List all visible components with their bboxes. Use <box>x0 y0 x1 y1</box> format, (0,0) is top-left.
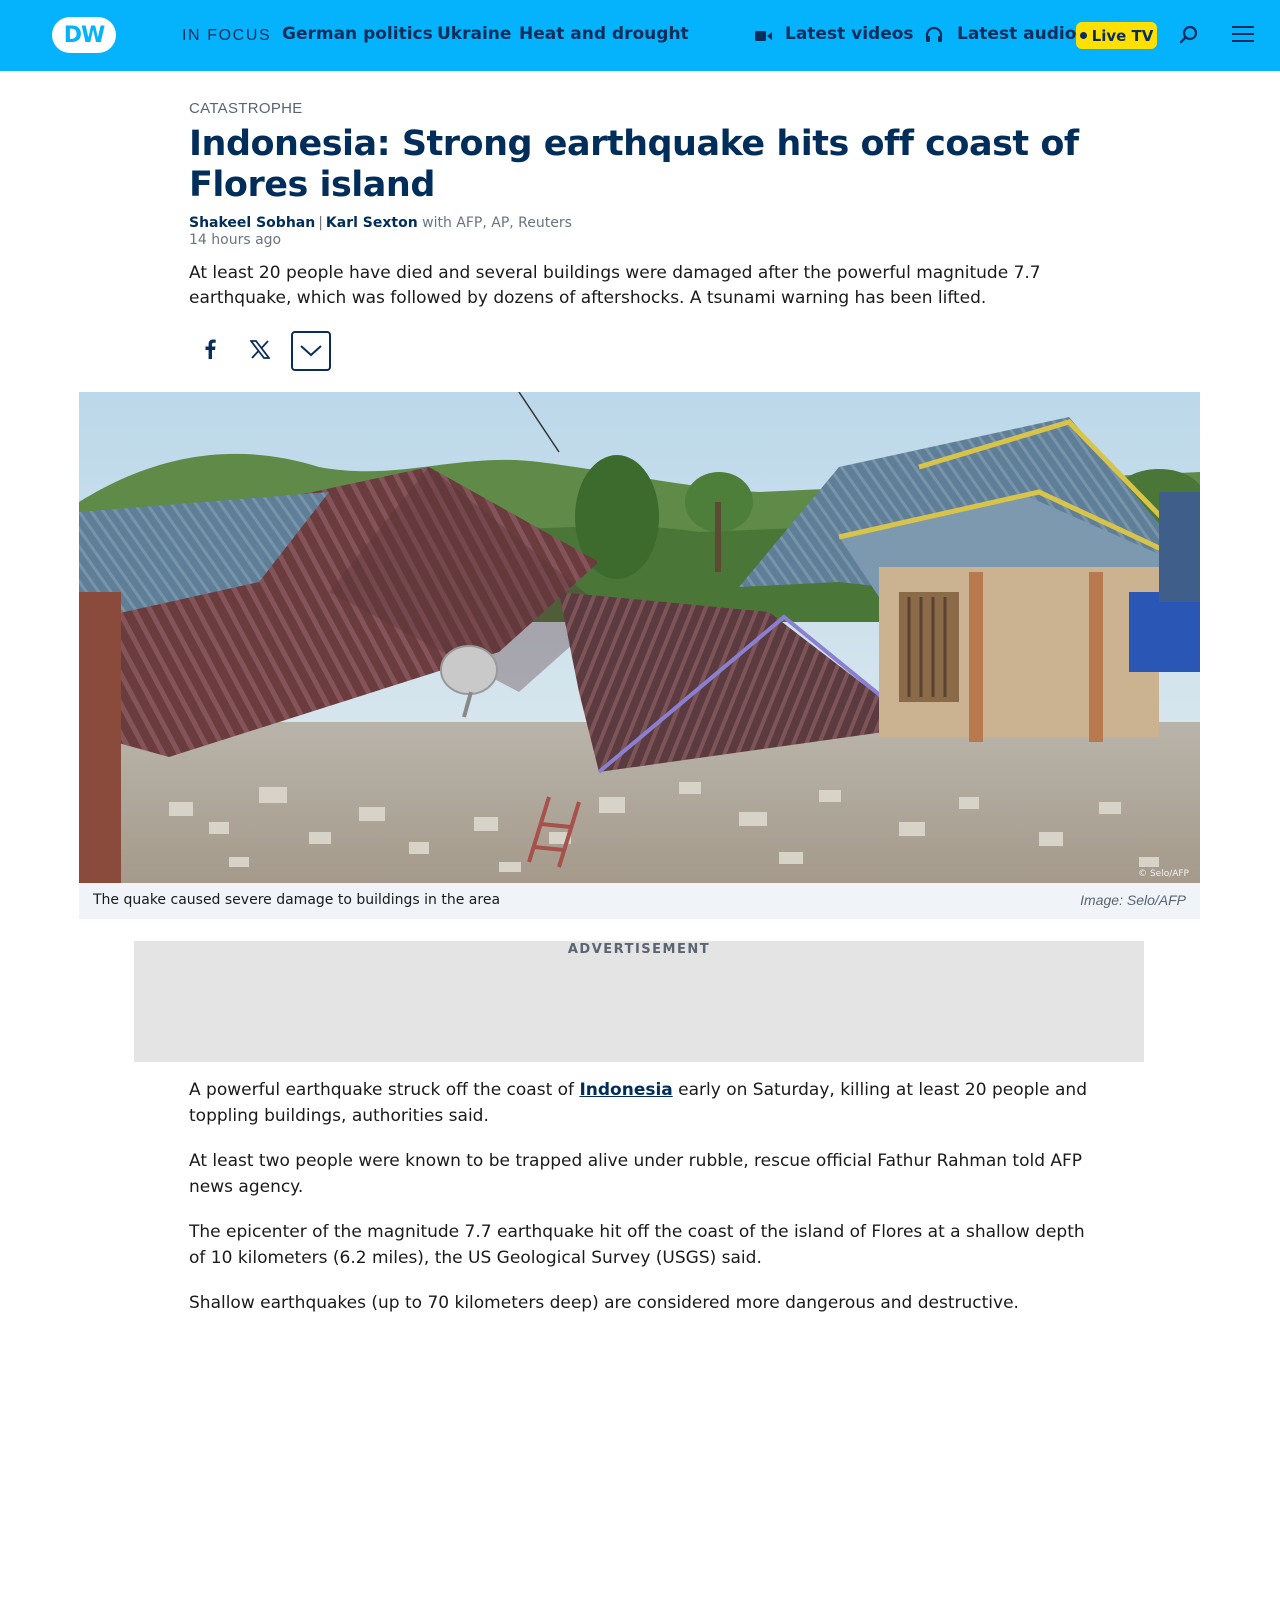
facebook-icon <box>204 339 216 363</box>
hero-image <box>79 392 1200 883</box>
image-caption-bar <box>79 883 1200 919</box>
hamburger-menu-icon[interactable] <box>1232 25 1254 47</box>
body-paragraph: Shallow earthquakes (up to 70 kilometers deep) are considered more dangerous and destructive. <box>189 1293 1019 1313</box>
top-navigation-bar <box>0 0 1280 71</box>
focus-link-heat-and-drought[interactable]: Heat and drought <box>519 24 689 44</box>
headphones-icon <box>925 26 943 48</box>
logo-text: DW <box>63 22 105 48</box>
in-focus-label: IN FOCUS <box>182 27 272 44</box>
focus-link-ukraine[interactable]: Ukraine <box>437 24 512 44</box>
author-separator: | <box>318 215 323 231</box>
body-paragraph: The epicenter of the magnitude 7.7 earthquake hit off the coast of the island of Flores at a shallow depth of 10 kilometers (6.2 miles), the US Geological Survey (USGS) said. <box>189 1222 1085 1268</box>
advertisement-slot[interactable] <box>134 941 1144 1062</box>
article-headline: Indonesia: Strong earthquake hits off coast of Flores island <box>189 124 1079 205</box>
latest-audio-link[interactable]: Latest audio <box>957 24 1077 44</box>
search-icon[interactable] <box>1179 25 1199 49</box>
body-paragraph <box>189 1077 1089 1129</box>
author-link[interactable]: Karl Sexton <box>325 215 418 231</box>
article-teaser: At least 20 people have died and several buildings were damaged after the powerful magnitude 7.7 earthquake, which was followed by dozens of aftershocks. A tsunami warning has been lifted. <box>189 263 1041 308</box>
advertisement-label: ADVERTISEMENT <box>567 942 711 957</box>
focus-link-german-politics[interactable]: German politics <box>282 24 433 44</box>
x-icon <box>250 340 270 363</box>
share-x-button[interactable] <box>240 331 280 371</box>
article-timestamp: 14 hours ago <box>189 232 282 248</box>
share-facebook-button[interactable] <box>190 331 230 371</box>
paragraph-text: A powerful earthquake struck off the coast of <box>189 1080 580 1100</box>
video-camera-icon <box>755 28 773 47</box>
author-link[interactable]: Shakeel Sobhan <box>189 215 316 231</box>
latest-videos-link[interactable]: Latest videos <box>785 24 914 44</box>
chevron-down-icon <box>300 342 322 361</box>
image-credit: Image: Selo/AFP <box>1080 892 1186 908</box>
image-caption: The quake caused severe damage to buildings in the area <box>93 892 501 908</box>
live-tv-button[interactable] <box>1076 22 1157 49</box>
article-byline <box>189 215 572 231</box>
indonesia-link[interactable]: Indonesia <box>579 1080 673 1100</box>
image-watermark: © Selo/AFP <box>1138 869 1189 879</box>
agencies-text: with AFP, AP, Reuters <box>422 215 572 231</box>
live-dot-icon <box>1080 32 1087 39</box>
dw-logo[interactable] <box>52 17 116 53</box>
paragraph-text: early on Saturday, killing at least 20 people and toppling buildings, authorities said. <box>189 1080 1087 1126</box>
body-paragraph: At least two people were known to be trapped alive under rubble, rescue official Fathur Rahman told AFP news agency. <box>189 1151 1083 1197</box>
live-tv-label: Live TV <box>1091 26 1154 45</box>
article-kicker: CATASTROPHE <box>189 100 303 117</box>
share-more-button[interactable] <box>291 331 331 371</box>
